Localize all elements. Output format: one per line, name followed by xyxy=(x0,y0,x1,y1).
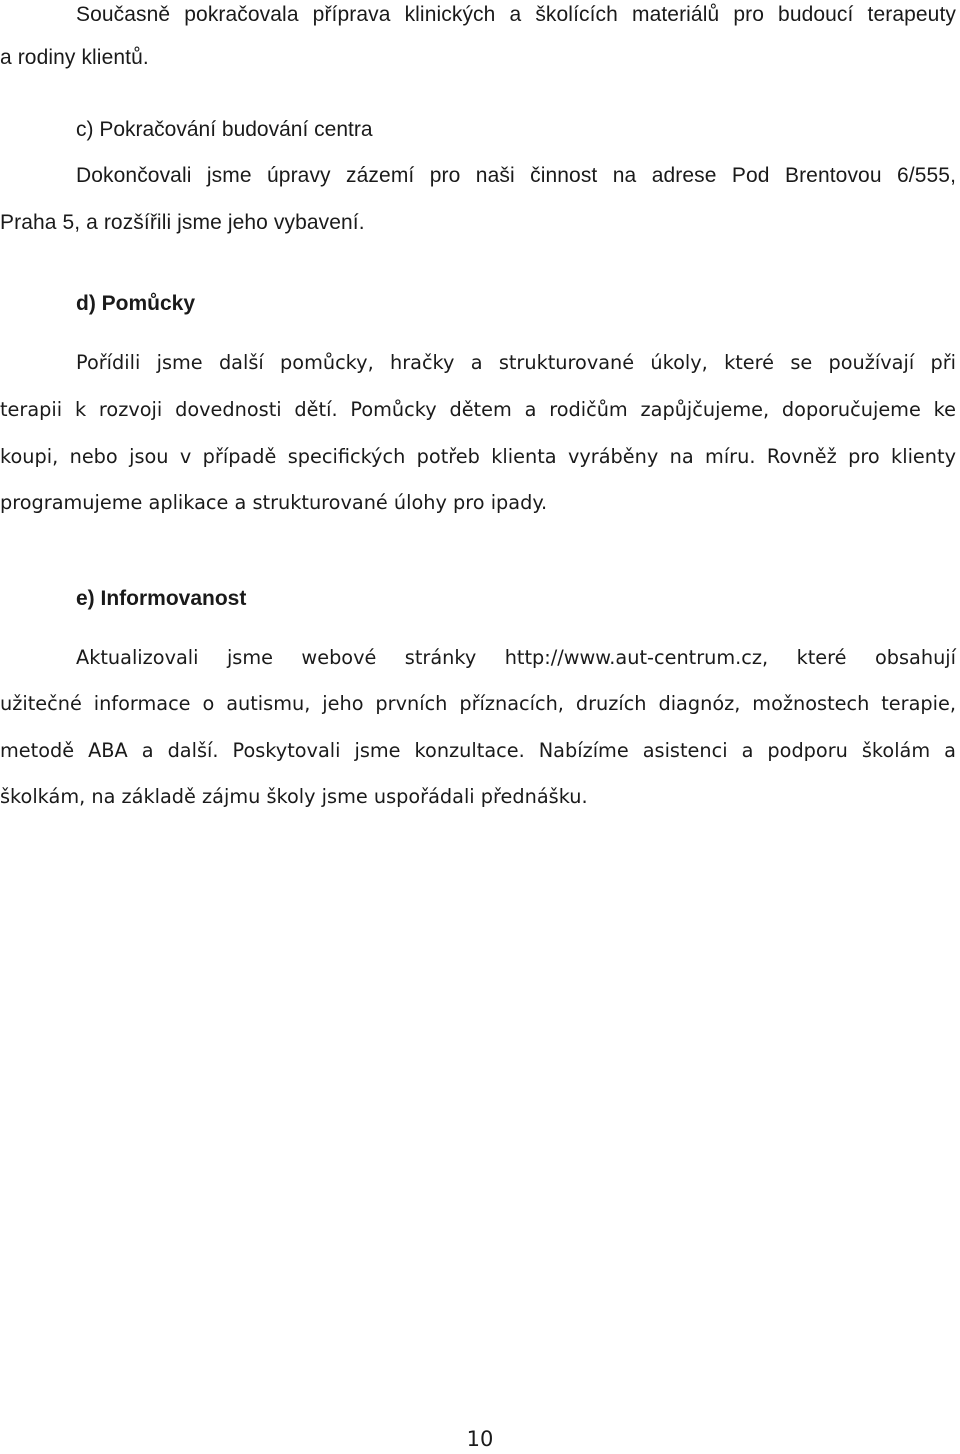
section-c-line-2: Praha 5, a rozšířili jsme jeho vybavení. xyxy=(0,211,365,234)
section-e-heading: e) Informovanost xyxy=(76,587,247,610)
section-d-heading: d) Pomůcky xyxy=(76,292,196,315)
section-d-line-1: Pořídili jsme další pomůcky, hračky a strukturované úkoly, které se používají při xyxy=(76,351,956,374)
section-e-line-1: Aktualizovali jsme webové stránky http://www.aut-centrum.cz, které obsahují xyxy=(76,646,956,669)
section-c-heading: c) Pokračování budování centra xyxy=(76,118,373,141)
section-d-line-3: koupi, nebo jsou v případě specifických potřeb klienta vyráběny na míru. Rovněž pro klienty xyxy=(0,445,956,468)
section-e-line-4: školkám, na základě zájmu školy jsme uspořádali přednášku. xyxy=(0,785,588,808)
section-d-line-4: programujeme aplikace a strukturované úlohy pro ipady. xyxy=(0,491,548,514)
section-e-line-2: užitečné informace o autismu, jeho prvních příznacích, druzích diagnóz, možnostech terapie, xyxy=(0,692,956,715)
section-c-line-1: Dokončovali jsme úpravy zázemí pro naši činnost na adrese Pod Brentovou 6/555, xyxy=(76,164,956,187)
intro-line-1: Současně pokračovala příprava klinických a školících materiálů pro budoucí terapeuty xyxy=(76,3,956,26)
intro-line-2: a rodiny klientů. xyxy=(0,46,149,69)
page-number: 10 xyxy=(466,1427,494,1451)
section-d-line-2: terapii k rozvoji dovednosti dětí. Pomůcky dětem a rodičům zapůjčujeme, doporučujeme ke xyxy=(0,398,956,421)
section-e-line-3: metodě ABA a další. Poskytovali jsme konzultace. Nabízíme asistenci a podporu školám a xyxy=(0,739,956,762)
